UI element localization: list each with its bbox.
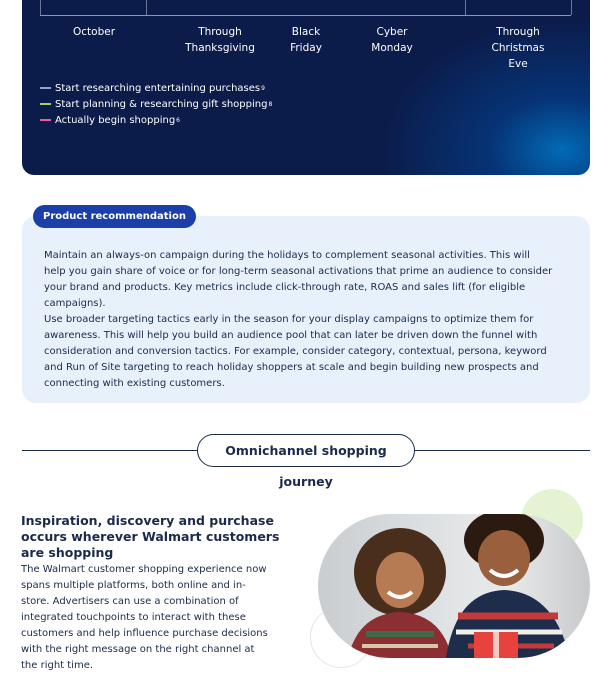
legend-item	[40, 96, 272, 112]
timeline-tick	[465, 0, 466, 15]
section-heading: Inspiration, discovery and purchase occurs wherever Walmart customers are shopping	[21, 513, 280, 560]
legend-item	[40, 80, 272, 96]
section-body: The Walmart customer shopping experience now spans multiple platforms, both online and in-store. Advertisers can use a combination of integrated touchpoints to interact with these customers and help influence purchase decisions with the right message on the right channel at the right time.	[21, 564, 268, 671]
footnote-marker: 6	[176, 116, 180, 124]
timeline-tick	[146, 0, 147, 15]
chart-legend	[40, 80, 272, 128]
legend-item	[40, 112, 272, 128]
timeline-tick	[40, 0, 41, 15]
footnote-marker: 9	[261, 84, 265, 92]
timeline-tick	[571, 0, 572, 15]
timeline-axis	[40, 15, 571, 16]
section-divider-right	[414, 450, 590, 451]
legend-swatch-pink	[40, 119, 51, 121]
product-recommendation-badge: Product recommendation	[33, 205, 196, 228]
legend-label: Start researching entertaining purchases	[55, 82, 261, 94]
section-divider-left	[22, 450, 197, 451]
timeline-label-october: October	[72, 26, 116, 38]
legend-swatch-green	[40, 103, 51, 105]
footnote-marker: 8	[268, 100, 273, 108]
legend-label: Start planning & researching gift shopping	[55, 98, 268, 110]
timeline-label-christmas-eve: Through Christmas Eve	[491, 26, 545, 70]
timeline-label-cyber-monday: Cyber Monday	[371, 26, 413, 54]
shoppers-photo-illustration	[318, 514, 590, 658]
section-title: Omnichannel shopping journey	[197, 434, 415, 467]
legend-label: Actually begin shopping	[55, 114, 176, 126]
legend-swatch-blue	[40, 87, 51, 89]
recommendation-paragraph-1: Maintain an always-on campaign during the holidays to complement seasonal activities. This will help you gain share of voice or for long-term seasonal activations that prime an audience to consider your brand and products. Key metrics include click-through rate, ROAS and sales lift (for eligible campaigns).	[44, 250, 553, 309]
timeline-label-thanksgiving: Through Thanksgiving	[185, 26, 255, 54]
shoppers-photo	[318, 514, 590, 658]
timeline-panel	[22, 0, 590, 175]
recommendation-paragraph-2: Use broader targeting tactics early in the season for your display campaigns to optimize them for awareness. This will help you build an audience pool that can later be driven down the funnel with consideration and conversion tactics. For example, consider category, contextual, persona, keyword and Run of Site targeting to reach holiday shoppers at scale and begin building new prospects and connecting with existing customers.	[44, 314, 547, 389]
timeline-label-black-friday: Black Friday	[290, 26, 322, 54]
